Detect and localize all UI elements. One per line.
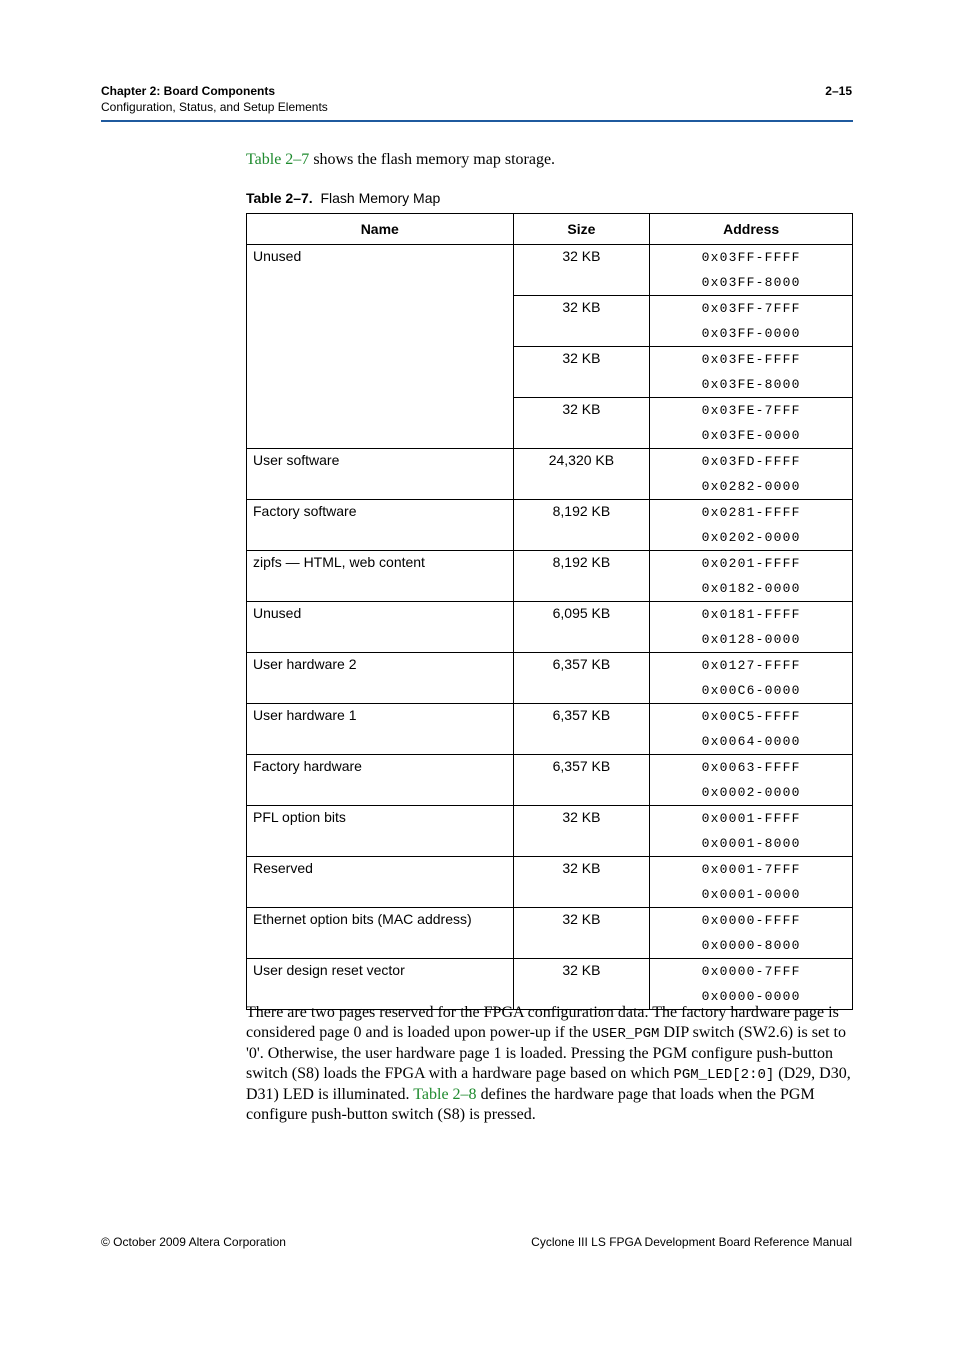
address-high: 0x03FD-FFFF [701, 454, 801, 469]
address-low: 0x0128-0000 [701, 632, 801, 647]
cell-address [650, 653, 853, 704]
cell-name: User hardware 1 [247, 704, 514, 755]
paragraph-text-3: (D29, D30, D31) LED is illuminated. [246, 1065, 851, 1103]
address-low: 0x00C6-0000 [701, 683, 801, 698]
footer-manual-title: Cyclone III LS FPGA Development Board Reference Manual [531, 1235, 852, 1249]
cell-name: PFL option bits [247, 806, 514, 857]
address-low: 0x03FF-8000 [701, 275, 801, 290]
table-row [247, 806, 853, 857]
cell-name: User design reset vector [247, 959, 514, 1010]
table-row [247, 500, 853, 551]
cell-name: Factory software [247, 500, 514, 551]
cell-size: 32 KB [513, 398, 650, 449]
cell-size: 6,357 KB [513, 653, 650, 704]
footer-copyright: © October 2009 Altera Corporation [101, 1235, 286, 1249]
cell-address [650, 245, 853, 296]
flash-memory-map-table [246, 213, 853, 1010]
cell-name: User software [247, 449, 514, 500]
cell-size: 32 KB [513, 806, 650, 857]
cell-name: zipfs — HTML, web content [247, 551, 514, 602]
header-chapter: Chapter 2: Board Components [101, 84, 276, 98]
paragraph-text-4: defines the hardware page that loads when the PGM configure push-button switch (S8) is pressed. [246, 1086, 815, 1123]
cell-address [650, 500, 853, 551]
cell-size: 32 KB [513, 857, 650, 908]
cell-address [650, 296, 853, 347]
cell-size: 32 KB [513, 908, 650, 959]
table-2-8-link[interactable]: Table 2–8 [413, 1086, 477, 1103]
address-low: 0x0182-0000 [701, 581, 801, 596]
address-high: 0x0201-FFFF [701, 556, 801, 571]
header-size: Size [513, 214, 650, 245]
table-caption-label: Table 2–7. [246, 190, 313, 206]
code-pgm-led: PGM_LED[2:0] [673, 1067, 775, 1083]
cell-size: 32 KB [513, 296, 650, 347]
paragraph-text-2: DIP switch (SW2.6) is set to '0'. Otherwise, the user hardware page 1 is loaded. Pressing the PGM configure push-button switch (S8) loads the FPGA with a hardware page based on which [246, 1024, 846, 1082]
cell-address [650, 908, 853, 959]
cell-address [650, 602, 853, 653]
cell-size: 32 KB [513, 959, 650, 1010]
cell-name: Unused [247, 602, 514, 653]
cell-name: Ethernet option bits (MAC address) [247, 908, 514, 959]
address-low: 0x03FE-8000 [701, 377, 801, 392]
table-row [247, 602, 853, 653]
header-name: Name [247, 214, 514, 245]
cell-address [650, 347, 853, 398]
address-high: 0x00C5-FFFF [701, 709, 801, 724]
paragraph-text-1: There are two pages reserved for the FPGA configuration data. The factory hardware page is considered page 0 and is loaded upon power-up if the [246, 1004, 839, 1041]
header-address: Address [650, 214, 853, 245]
header-rule [101, 120, 853, 122]
address-high: 0x0000-FFFF [701, 913, 801, 928]
cell-address [650, 755, 853, 806]
address-high: 0x0001-7FFF [701, 862, 801, 877]
table-2-7-link[interactable]: Table 2–7 [246, 151, 310, 168]
table-row [247, 959, 853, 1010]
cell-name: User hardware 2 [247, 653, 514, 704]
cell-size: 6,095 KB [513, 602, 650, 653]
cell-address [650, 551, 853, 602]
address-low: 0x0001-0000 [701, 887, 801, 902]
cell-address [650, 806, 853, 857]
address-low: 0x0202-0000 [701, 530, 801, 545]
body-paragraph [246, 1003, 854, 1125]
address-low: 0x0001-8000 [701, 836, 801, 851]
cell-size: 32 KB [513, 245, 650, 296]
cell-size: 6,357 KB [513, 755, 650, 806]
cell-name: Reserved [247, 857, 514, 908]
header-page-number: 2–15 [825, 84, 852, 98]
address-high: 0x0063-FFFF [701, 760, 801, 775]
cell-address [650, 857, 853, 908]
cell-size: 8,192 KB [513, 500, 650, 551]
cell-size: 32 KB [513, 347, 650, 398]
cell-address [650, 398, 853, 449]
cell-size: 6,357 KB [513, 704, 650, 755]
cell-address [650, 959, 853, 1010]
address-high: 0x03FE-FFFF [701, 352, 801, 367]
code-user-pgm: USER_PGM [592, 1026, 660, 1042]
table-header-row [247, 214, 853, 245]
address-low: 0x0064-0000 [701, 734, 801, 749]
table-row [247, 857, 853, 908]
address-high: 0x0000-7FFF [701, 964, 801, 979]
address-low: 0x0000-0000 [701, 989, 801, 1004]
address-high: 0x03FE-7FFF [701, 403, 801, 418]
cell-name: Factory hardware [247, 755, 514, 806]
address-high: 0x0181-FFFF [701, 607, 801, 622]
cell-address [650, 704, 853, 755]
address-high: 0x03FF-7FFF [701, 301, 801, 316]
table-row [247, 653, 853, 704]
intro-text: shows the flash memory map storage. [309, 151, 556, 168]
table-row [247, 551, 853, 602]
table-row [247, 449, 853, 500]
table-caption-title: Flash Memory Map [320, 190, 441, 206]
table-row [247, 704, 853, 755]
address-high: 0x0281-FFFF [701, 505, 801, 520]
address-low: 0x0282-0000 [701, 479, 801, 494]
address-low: 0x03FF-0000 [701, 326, 801, 341]
table-row [247, 908, 853, 959]
address-low: 0x03FE-0000 [701, 428, 801, 443]
intro-sentence [246, 151, 555, 169]
table-caption [246, 190, 440, 206]
cell-name: Unused [247, 245, 514, 449]
cell-address [650, 449, 853, 500]
header-section: Configuration, Status, and Setup Elements [101, 100, 328, 114]
address-high: 0x03FF-FFFF [701, 250, 801, 265]
address-high: 0x0001-FFFF [701, 811, 801, 826]
address-low: 0x0002-0000 [701, 785, 801, 800]
address-low: 0x0000-8000 [701, 938, 801, 953]
address-high: 0x0127-FFFF [701, 658, 801, 673]
table-row [247, 245, 853, 296]
cell-size: 24,320 KB [513, 449, 650, 500]
table-row [247, 755, 853, 806]
cell-size: 8,192 KB [513, 551, 650, 602]
table-body [247, 245, 853, 1010]
